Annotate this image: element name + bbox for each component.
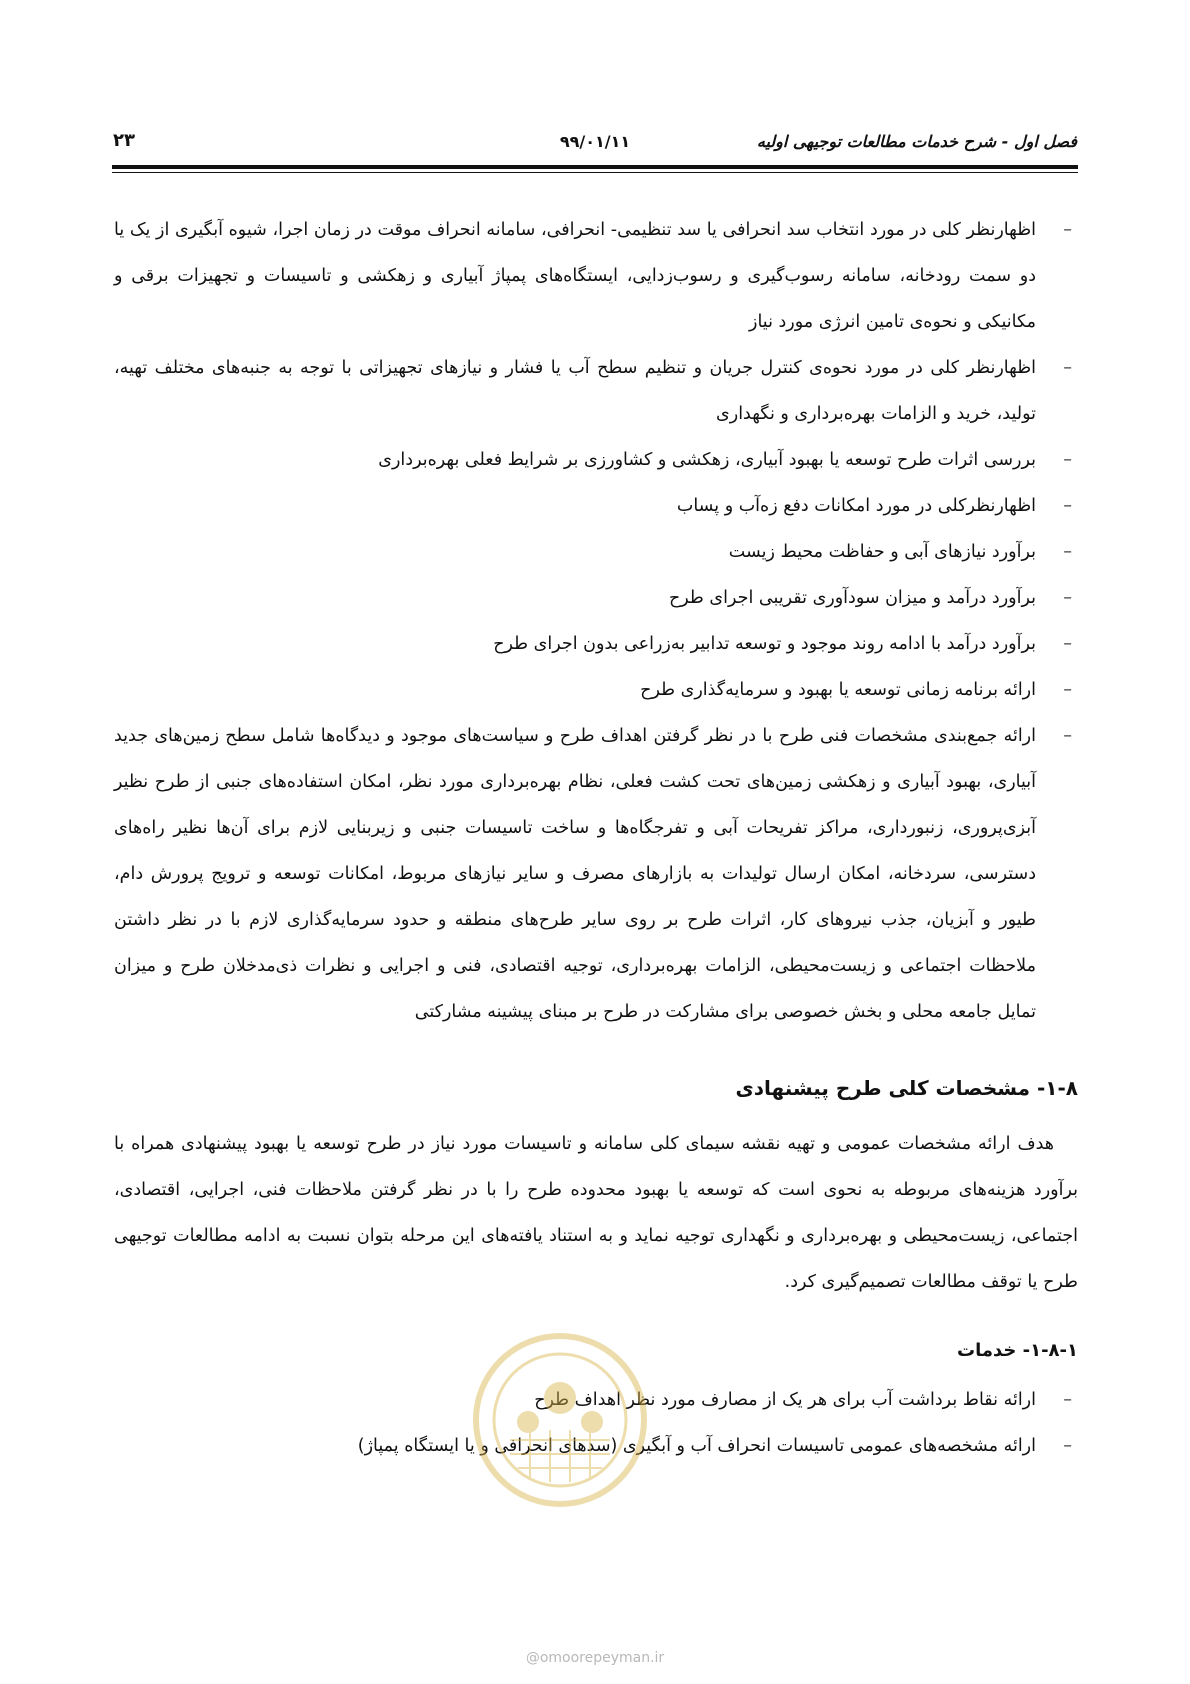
list-item [114, 345, 1078, 437]
list-item [114, 483, 1078, 529]
list-item [114, 575, 1078, 621]
dash-icon: – [1063, 220, 1072, 240]
list-item [114, 621, 1078, 667]
page-number: ۲۳ [113, 130, 135, 151]
list-item [114, 667, 1078, 713]
list-item [114, 713, 1078, 1035]
dash-icon: – [1063, 634, 1072, 654]
chapter-title: فصل اول - شرح خدمات مطالعات توجیهی اولیه [756, 132, 1077, 151]
dash-icon: – [1063, 358, 1072, 378]
list-item-text: برآورد نیازهای آبی و حفاظت محیط زیست [728, 542, 1036, 562]
list-item-text: اظهارنظر کلی در مورد انتخاب سد انحرافی یا سد تنظیمی- انحرافی، سامانه انحراف موقت در زمان اجرا، شیوه آبگیری از یک یا دو سمت رودخانه، سامانه رسوب‌گیری و رسوب‌زدایی، ایستگاه‌های پمپاژ آبیاری و زهکشی و تاسیسات و تجهیزات برقی و مکانیکی و نحوه‌ی تامین انرژی مورد نیاز [114, 220, 1036, 332]
list-item-text: اظهارنظر کلی در مورد نحوه‌ی کنترل جریان و تنظیم سطح آب یا فشار و نیازهای تجهیزاتی با توجه به جنبه‌های مختلف تهیه، تولید، خرید و الزامات بهره‌برداری و نگهداری [114, 358, 1036, 424]
list-item-text: ارائه نقاط برداشت آب برای هر یک از مصارف مورد نظر اهداف طرح [534, 1390, 1036, 1410]
list-item-text: ارائه جمع‌بندی مشخصات فنی طرح با در نظر گرفتن اهداف طرح و سیاست‌های موجود و دیدگاه‌ها شامل سطح زمین‌های جدید آبیاری، بهبود آبیاری و زهکشی زمین‌های تحت کشت فعلی، نظام بهره‌برداری مورد نظر، امکان استفاده‌های جنبی از طرح نظیر آبزی‌پروری، زنبورداری، مراکز تفریحات آبی و تفرجگاه‌ها و ساخت تاسیسات جنبی و زیربنایی لازم برای آن‌ها نظیر راه‌های دسترسی، سردخانه، امکان ارسال تولیدات به بازارهای مصرف و سایر نیازهای مربوط، امکانات توسعه و ترویج پرورش دام، طیور و آبزیان، جذب نیروهای کار، اثرات طرح بر روی سایر طرح‌های منطقه و حدود سرمایه‌گذاری لازم با در نظر داشتن ملاحظات اجتماعی و زیست‌محیطی، الزامات بهره‌برداری، توجیه اقتصادی، فنی و اجرایی و نظرات ذی‌مدخلان طرح و میزان تمایل جامعه محلی و بخش خصوصی برای مشارکت در طرح بر مبنای پیشینه مشارکتی [114, 726, 1036, 1022]
dash-icon: – [1063, 588, 1072, 608]
dash-icon: – [1063, 496, 1072, 516]
list-item-text: برآورد درآمد با ادامه روند موجود و توسعه تدابیر به‌زراعی بدون اجرای طرح [493, 634, 1036, 654]
list-item-text: بررسی اثرات طرح توسعه یا بهبود آبیاری، زهکشی و کشاورزی بر شرایط فعلی بهره‌برداری [378, 450, 1036, 470]
list-item [114, 529, 1078, 575]
section-paragraph: هدف ارائه مشخصات عمومی و تهیه نقشه سیمای کلی سامانه و تاسیسات مورد نیاز در طرح توسعه یا بهبود پیشنهادی همراه با برآورد هزینه‌های مربوطه به نحوی است که توسعه یا بهبود محدوده طرح را با در نظر گرفتن ملاحظات فنی، اجرایی، اقتصادی، اجتماعی، زیست‌محیطی و بهره‌برداری و نگهداری توجیه نماید و به استناد یافته‌های این مرحله بتوان نسبت به ادامه مطالعات توجیهی طرح یا توقف مطالعات تصمیم‌گیری کرد. [114, 1134, 1078, 1292]
list-item [114, 437, 1078, 483]
bullet-list-top [114, 207, 1078, 1035]
dash-icon: – [1063, 1390, 1072, 1410]
dash-icon: – [1063, 1436, 1072, 1456]
header-rule-thick [112, 165, 1078, 169]
list-item-text: اظهارنظرکلی در مورد امکانات دفع زه‌آب و پساب [676, 496, 1036, 516]
list-item-text: برآورد درآمد و میزان سودآوری تقریبی اجرای طرح [668, 588, 1036, 608]
header-date: ۹۹/۰۱/۱۱ [559, 132, 631, 151]
dash-icon: – [1063, 726, 1072, 746]
watermark-site: @omoorepeyman.ir [525, 1650, 665, 1666]
subsection-heading: ۱-۸-۱- خدمات [956, 1340, 1078, 1361]
page-header [113, 128, 1077, 158]
header-rule-thin [112, 172, 1078, 173]
dash-icon: – [1063, 542, 1072, 562]
page-body [114, 207, 1078, 1469]
list-item-text: ارائه برنامه زمانی توسعه یا بهبود و سرمایه‌گذاری طرح [640, 680, 1036, 700]
list-item-text: ارائه مشخصه‌های عمومی تاسیسات انحراف آب و آبگیری (سدهای انحرافی و یا ایستگاه پمپاژ) [357, 1436, 1036, 1456]
watermark-seal-icon [470, 1330, 650, 1510]
section-heading: ۱-۸- مشخصات کلی طرح پیشنهادی [735, 1076, 1078, 1100]
dash-icon: – [1063, 680, 1072, 700]
dash-icon: – [1063, 450, 1072, 470]
list-item [114, 207, 1078, 345]
